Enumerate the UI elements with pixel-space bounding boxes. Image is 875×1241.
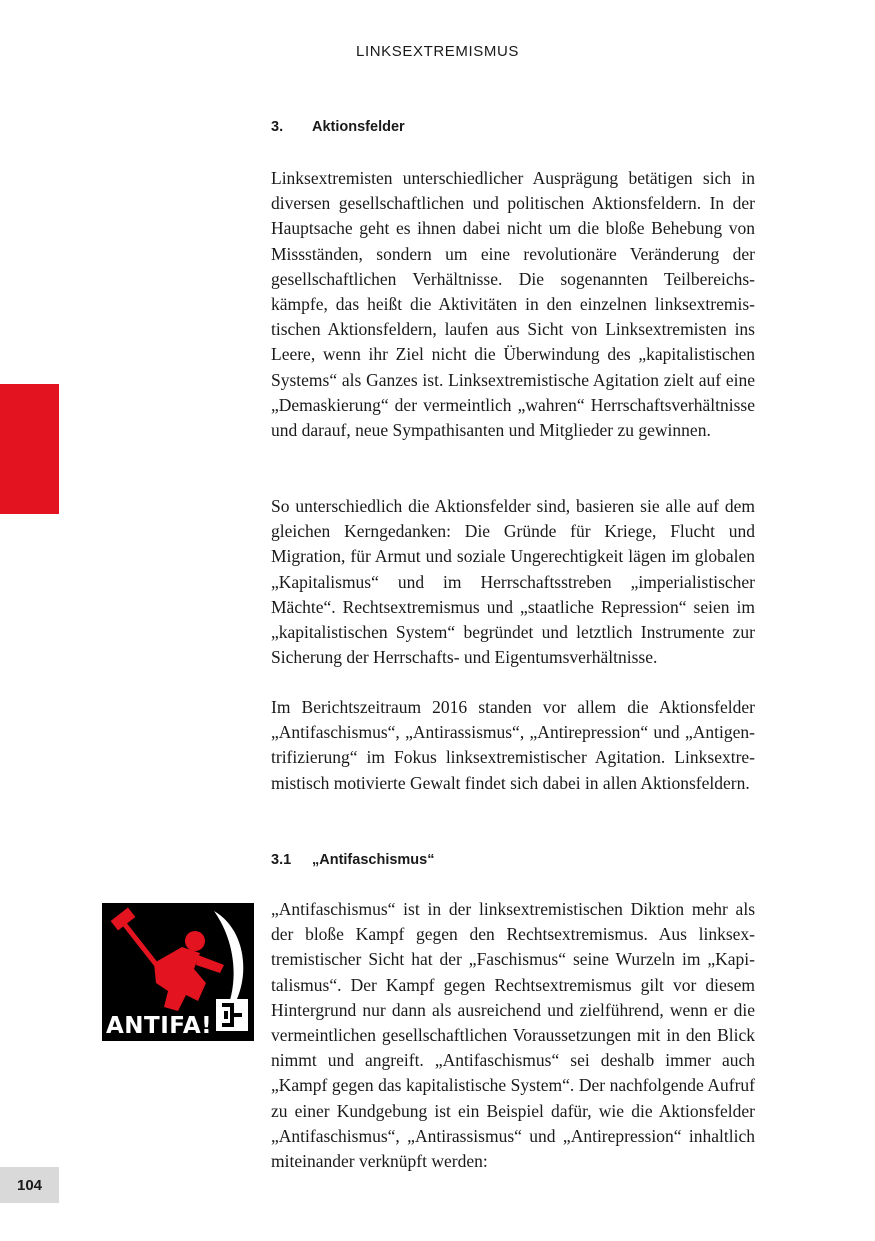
section-title: „Antifaschismus“ <box>312 852 435 868</box>
chapter-marker-bar <box>0 384 59 514</box>
section-title: Aktionsfelder <box>312 119 405 135</box>
paragraph-4: „Antifaschismus“ ist in der linksextremistischen Diktion mehr als der bloße Kampf gegen den Rechtsextremismus. Aus linksextremistischer Sicht hat der „Faschismus“ seine Wurzeln im „Kapitalismus“. Der Kampf gegen Rechtsextremismus gilt vor diesem Hintergrund nur dann als ausreichend und zielführend, wenn er die vermeintlichen gesellschaftlichen Voraussetzungen mit in den Blick nimmt und angreift. „Antifaschismus“ sei deshalb immer auch „Kampf gegen das kapitalistische System“. Der nachfolgende Aufruf zu einer Kundgebung ist ein Beispiel dafür, wie die Aktionsfelder „Antifaschismus“, „Antirassismus“ und „Antirepression“ inhaltlich miteinander verknüpft werden: <box>271 899 755 1172</box>
paragraph-1: Linksextremisten unterschiedlicher Ausprägung betätigen sich in diversen gesellschaftlichen und politischen Aktionsfeldern. In der Hauptsache geht es ihnen dabei nicht um die bloße Behebung von Missständen, sondern um eine revolutionäre Veränderung der gesellschaftlichen Verhältnisse. Die sogenannten Teilbereichskämpfe, das heißt die Aktivitäten in den einzelnen linksextremistischen Aktionsfeldern, laufen aus Sicht von Linksextremisten ins Leere, wenn ihr Ziel nicht die Überwindung des „kapitalistischen Systems“ als Ganzes ist. Linksextremistische Agitation zielt auf eine „Demaskierung“ der vermeintlich „wahren“ Herrschaftsverhältnisse und darauf, neue Sympathisanten und Mitglieder zu gewinnen. <box>271 168 755 441</box>
antifa-logo <box>102 903 254 1041</box>
section-heading-3-1 <box>271 852 434 868</box>
section-number: 3. <box>271 119 284 135</box>
logo-text: ANTIFA! <box>106 1013 213 1039</box>
page-number: 104 <box>0 1167 59 1203</box>
section-number: 3.1 <box>271 852 292 868</box>
paragraph-3: Im Berichtszeitraum 2016 standen vor allem die Aktionsfelder „Antifaschismus“, „Antirassismus“, „Antirepression“ und „Antigentrifizierung“ im Fokus linksextremistischer Agitation. Linksextremistisch motivierte Gewalt findet sich dabei in allen Aktionsfeldern. <box>271 697 755 793</box>
paragraph-2: So unterschiedlich die Aktionsfelder sind, basieren sie alle auf dem gleichen Kerngedanken: Die Gründe für Kriege, Flucht und Migration, für Armut und soziale Ungerechtigkeit lägen im globalen „Kapitalismus“ und im Herrschaftsstreben „imperialistischer Mächte“. Rechtsextremismus und „staatliche Repression“ seien im „kapitalistischen System“ begründet und letztlich Instrumente zur Sicherung der Herrschafts- und Eigentumsverhältnisse. <box>271 496 755 668</box>
section-heading-3 <box>271 119 405 135</box>
running-head: LINKSEXTREMISMUS <box>356 43 519 60</box>
